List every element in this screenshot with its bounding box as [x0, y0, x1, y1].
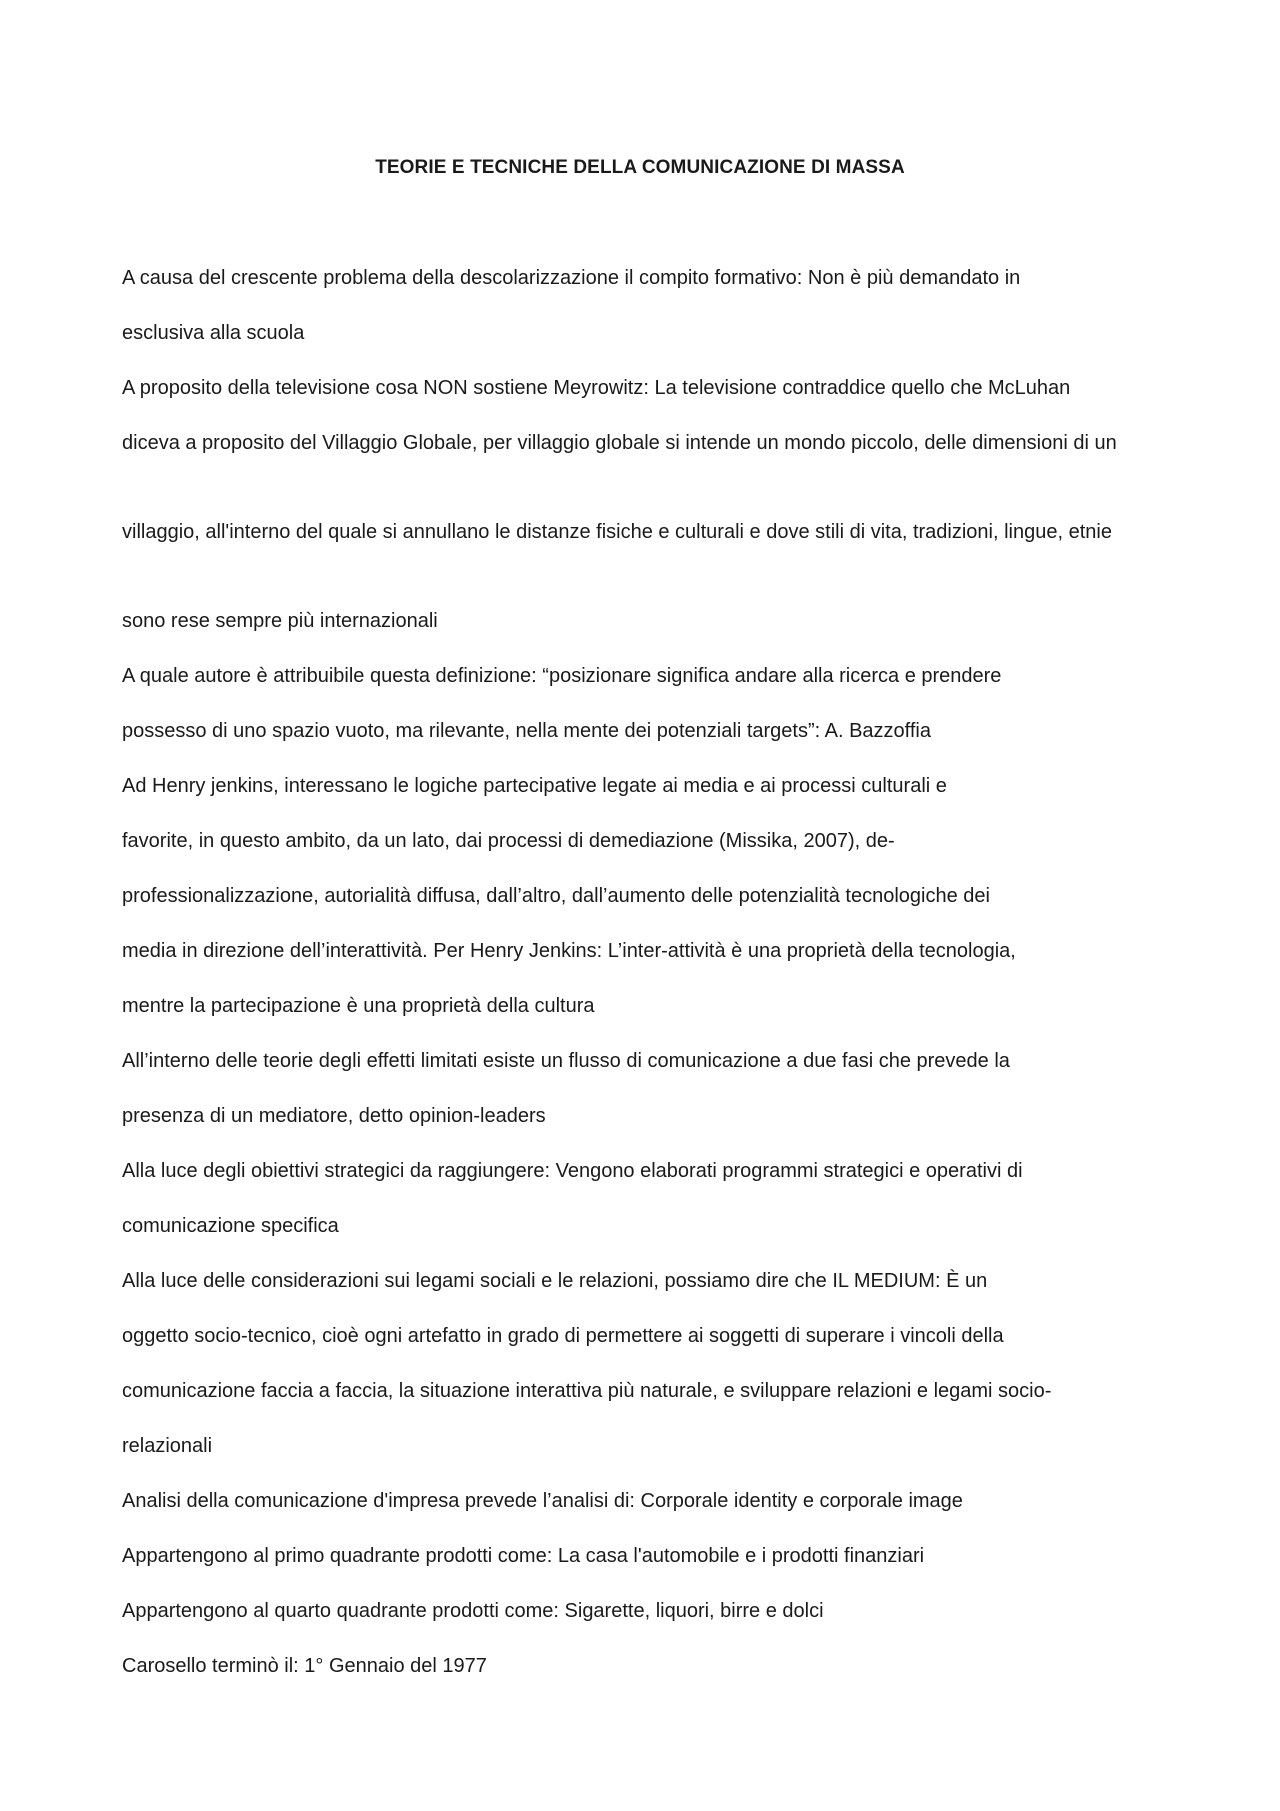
- text-line: A proposito della televisione cosa NON sostiene Meyrowitz: La televisione contraddice quello che McLuhan: [122, 377, 1071, 399]
- text-line: oggetto socio-tecnico, cioè ogni artefatto in grado di permettere ai soggetti di superare i vincoli della: [122, 1325, 1004, 1347]
- text-line: comunicazione faccia a faccia, la situazione interattiva più naturale, e sviluppare relazioni e legami socio-: [122, 1380, 1052, 1402]
- text-line: possesso di uno spazio vuoto, ma rilevante, nella mente dei potenziali targets”: A. Bazzoffia: [122, 720, 931, 742]
- text-line: media in direzione dell’interattività. Per Henry Jenkins: L’inter-attività è una proprietà della tecnologia,: [122, 940, 1016, 962]
- text-line: Alla luce degli obiettivi strategici da raggiungere: Vengono elaborati programmi strategici e operativi di: [122, 1160, 1023, 1182]
- text-line: Alla luce delle considerazioni sui legami sociali e le relazioni, possiamo dire che IL MEDIUM: È un: [122, 1270, 988, 1292]
- text-line: A causa del crescente problema della descolarizzazione il compito formativo: Non è più demandato in: [122, 267, 1021, 289]
- text-line: Ad Henry jenkins, interessano le logiche partecipative legate ai media e ai processi culturali e: [122, 775, 947, 797]
- text-line: Carosello terminò il: 1° Gennaio del 1977: [122, 1655, 487, 1677]
- text-line: presenza di un mediatore, detto opinion-leaders: [122, 1105, 546, 1127]
- text-line: sono rese sempre più internazionali: [122, 610, 438, 632]
- text-line: A quale autore è attribuibile questa definizione: “posizionare significa andare alla ricerca e prendere: [122, 665, 1002, 687]
- text-line: All’interno delle teorie degli effetti limitati esiste un flusso di comunicazione a due fasi che prevede la: [122, 1050, 1010, 1072]
- text-line: favorite, in questo ambito, da un lato, dai processi di demediazione (Missika, 2007), de-: [122, 830, 895, 852]
- text-line: mentre la partecipazione è una proprietà della cultura: [122, 995, 595, 1017]
- text-line: diceva a proposito del Villaggio Globale, per villaggio globale si intende un mondo piccolo, delle dimensioni di un: [122, 432, 1117, 454]
- text-line: relazionali: [122, 1435, 213, 1457]
- document-title: TEORIE E TECNICHE DELLA COMUNICAZIONE DI MASSA: [375, 157, 905, 178]
- text-line: professionalizzazione, autorialità diffusa, dall’altro, dall’aumento delle potenzialità tecnologiche dei: [122, 885, 990, 907]
- text-line: comunicazione specifica: [122, 1215, 339, 1237]
- text-line: esclusiva alla scuola: [122, 322, 305, 344]
- text-line: Analisi della comunicazione d'impresa prevede l’analisi di: Corporale identity e corporale image: [122, 1490, 963, 1512]
- text-line: Appartengono al quarto quadrante prodotti come: Sigarette, liquori, birre e dolci: [122, 1600, 824, 1622]
- text-line: Appartengono al primo quadrante prodotti come: La casa l'automobile e i prodotti finanziari: [122, 1545, 925, 1567]
- text-line: villaggio, all'interno del quale si annullano le distanze fisiche e culturali e dove stili di vita, tradizioni, lingue, etnie: [122, 521, 1112, 543]
